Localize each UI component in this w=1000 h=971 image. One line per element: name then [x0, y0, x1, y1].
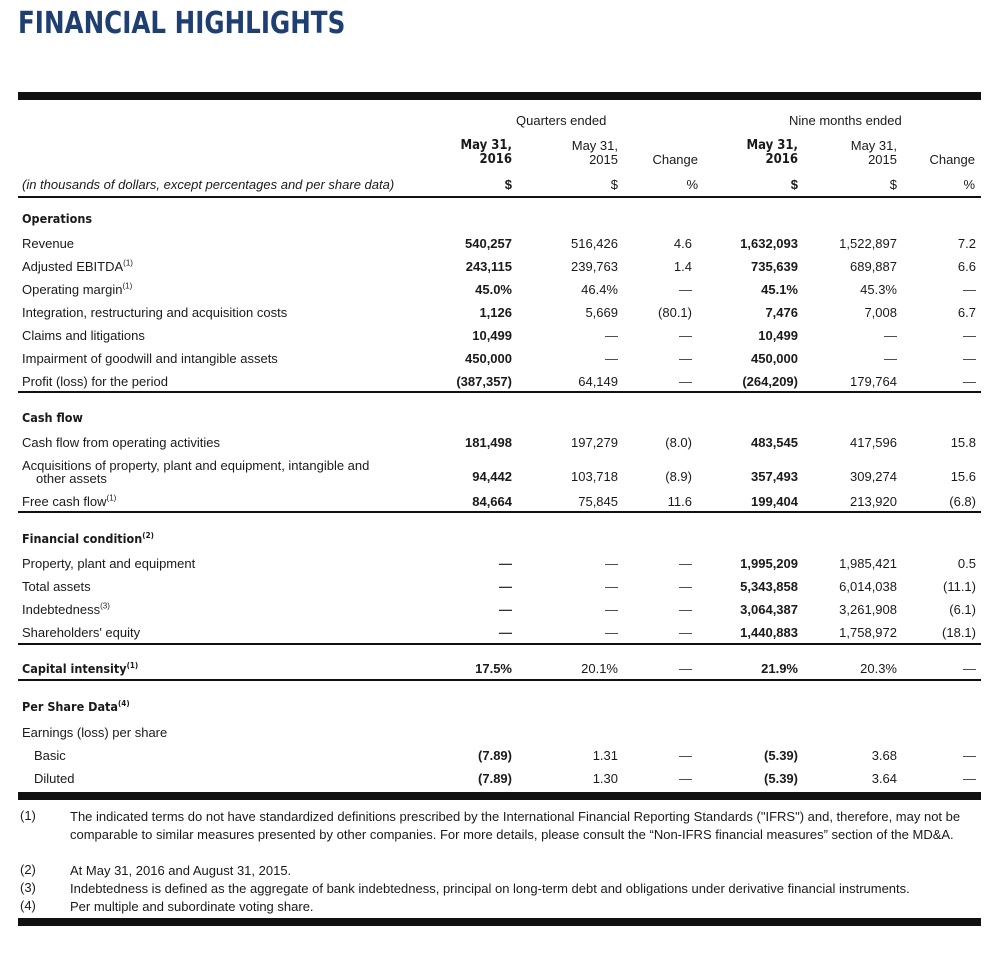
row-label [22, 374, 168, 389]
table-cell: — [679, 556, 692, 571]
row-label [34, 748, 66, 763]
table-cell: — [963, 351, 976, 366]
table-cell: (6.8) [949, 494, 976, 509]
table-cell: 1,522,897 [839, 236, 897, 251]
table-cell: (11.1) [943, 579, 976, 594]
top-rule [18, 92, 981, 100]
row-label [22, 328, 145, 343]
row-label-text: Diluted [34, 771, 75, 786]
row-label [22, 459, 369, 485]
row-label [22, 282, 132, 297]
table-cell: 1,632,093 [740, 236, 798, 251]
table-cell: (5.39) [764, 748, 798, 763]
table-cell: 10,499 [472, 328, 512, 343]
table-cell: — [679, 771, 692, 786]
row-label [22, 625, 140, 640]
row-label [22, 305, 287, 320]
footnote-ref: (1) [126, 660, 139, 670]
footnote-text: Indebtedness is defined as the aggregate of bank indebtedness, principal on long-term debt and obligations under derivative financial instruments. [70, 881, 910, 896]
row-label: Earnings (loss) per share [22, 725, 168, 740]
table-cell: — [679, 661, 692, 676]
page-title: FINANCIAL HIGHLIGHTS [18, 6, 346, 41]
row-label-text: Integration, restructuring and acquisition costs [22, 305, 288, 320]
table-cell: 417,596 [850, 435, 897, 450]
footnote-ref: (4) [118, 698, 130, 708]
table-cell: 239,763 [571, 259, 618, 274]
section-rule [18, 643, 981, 645]
table-cell: 21.9% [761, 661, 798, 676]
row-label-text: Property, plant and equipment [22, 556, 196, 571]
footnote-ref: (1) [122, 281, 133, 291]
table-cell: 15.8 [950, 435, 976, 450]
table-cell: (6.1) [949, 602, 976, 617]
table-cell: — [605, 602, 618, 617]
section-rule [18, 511, 981, 513]
footnote-ref: (3) [100, 601, 110, 611]
table-cell: (7.89) [478, 748, 512, 763]
table-cell: 1,758,972 [839, 625, 897, 640]
table-cell: 75,845 [578, 494, 618, 509]
col-q-2016: May 31, 2016 [460, 138, 512, 167]
row-label [22, 602, 110, 617]
table-cell: 6,014,038 [839, 579, 897, 594]
table-cell: 7,008 [864, 305, 897, 320]
row-label-text: other assets [36, 471, 107, 486]
section-title [22, 699, 130, 714]
table-cell: — [499, 602, 512, 617]
table-cell: 197,279 [571, 435, 618, 450]
footnote-text: At May 31, 2016 and August 31, 2015. [70, 863, 292, 878]
table-cell: 84,664 [472, 494, 512, 509]
table-cell: 20.1% [581, 661, 618, 676]
table-cell: 1.30 [592, 771, 618, 786]
row-label-text: Indebtedness [22, 602, 101, 617]
table-cell: — [963, 661, 976, 676]
table-cell: — [679, 328, 692, 343]
table-cell: 483,545 [751, 435, 798, 450]
table-cell: 1.4 [673, 259, 692, 274]
table-cell: — [963, 771, 976, 786]
table-cell: — [605, 579, 618, 594]
row-label-text: Acquisitions of property, plant and equipment, intangible and [22, 458, 370, 473]
table-cell: 3,064,387 [740, 602, 798, 617]
table-cell: 45.1% [761, 282, 798, 297]
table-cell: 1,440,883 [740, 625, 798, 640]
table-cell: 5,669 [585, 305, 618, 320]
table-cell: — [679, 579, 692, 594]
table-cell: 45.0% [475, 282, 512, 297]
table-cell: — [884, 351, 897, 366]
table-cell: 4.6 [673, 236, 692, 251]
col-n-2015: May 31, 2015 [850, 138, 897, 167]
table-cell: 357,493 [751, 469, 798, 484]
table-cell: 6.6 [957, 259, 976, 274]
table-cell: 46.4% [581, 282, 618, 297]
section-title [22, 211, 92, 226]
row-label-text: Adjusted EBITDA [22, 259, 124, 274]
table-cell: 64,149 [578, 374, 618, 389]
row-label-text: Cash flow from operating activities [22, 435, 220, 450]
table-cell: (264,209) [742, 374, 798, 389]
footnote-text: The indicated terms do not have standardized definitions prescribed by the International Financial Reporting Standards ("IFRS") and, therefore, may not be comparable to similar measures presented by other companies. For more details, please consult the “Non-IFRS financial measures” section of the MD&A. [70, 809, 961, 842]
table-cell: 1,126 [479, 305, 512, 320]
table-cell: — [605, 556, 618, 571]
table-cell: 7,476 [765, 305, 798, 320]
row-label-text: Revenue [22, 236, 75, 251]
table-cell: 1.31 [592, 748, 618, 763]
table-cell: — [605, 351, 618, 366]
row-label-text: Claims and litigations [22, 328, 145, 343]
header-rule [18, 196, 981, 198]
table-cell: 450,000 [465, 351, 512, 366]
footnote-number: (4) [20, 898, 36, 913]
table-cell: 1,995,209 [740, 556, 798, 571]
footnote-ref: (1) [106, 493, 117, 503]
table-cell: 17.5% [475, 661, 512, 676]
table-cell: 11.6 [667, 494, 692, 509]
row-label [22, 494, 116, 509]
section-label: Cash flow [22, 410, 83, 425]
table-cell: 516,426 [571, 236, 618, 251]
row-label-text: Operating margin [22, 282, 123, 297]
table-cell: — [499, 579, 512, 594]
row-label [22, 351, 278, 366]
table-cell: — [605, 328, 618, 343]
table-cell: (8.9) [665, 469, 692, 484]
table-cell: — [679, 602, 692, 617]
table-cell: — [679, 625, 692, 640]
table-cell: — [679, 374, 692, 389]
section-title [22, 410, 83, 425]
table-cell: — [679, 748, 692, 763]
section-rule [18, 679, 981, 681]
row-label-text: Profit (loss) for the period [22, 374, 168, 389]
row-label-text: Basic [34, 748, 66, 763]
col-n-change: Change [929, 152, 975, 167]
row-label [22, 236, 74, 251]
units-label: (in thousands of dollars, except percentages and per share data) [22, 177, 395, 192]
table-cell: (7.89) [478, 771, 512, 786]
unit-percent: % [686, 177, 698, 192]
bottom-rule [18, 918, 981, 926]
table-cell: — [963, 748, 976, 763]
table-cell: — [963, 282, 976, 297]
table-cell: 309,274 [850, 469, 897, 484]
table-cell: (80.1) [658, 305, 692, 320]
table-cell: 3.68 [871, 748, 897, 763]
table-cell: 450,000 [751, 351, 798, 366]
group-quarters: Quarters ended [516, 113, 607, 128]
table-cell: 94,442 [472, 469, 512, 484]
col-q-2015: May 31, 2015 [571, 138, 618, 167]
row-label-text: Free cash flow [22, 494, 107, 509]
table-cell: (8.0) [665, 435, 692, 450]
footnote-ref: (2) [142, 530, 154, 540]
table-cell: 213,920 [850, 494, 897, 509]
table-cell: — [679, 282, 692, 297]
table-cell: — [884, 328, 897, 343]
unit-dollar: $ [504, 177, 512, 192]
unit-dollar: $ [610, 177, 618, 192]
table-cell: 45.3% [860, 282, 897, 297]
col-n-2016: May 31, 2016 [746, 138, 798, 167]
table-cell: 6.7 [957, 305, 976, 320]
table-cell: 15.6 [950, 469, 976, 484]
table-cell: 243,115 [465, 259, 512, 274]
table-cell: 103,718 [571, 469, 618, 484]
row-label-text: Shareholders' equity [22, 625, 141, 640]
table-cell: — [499, 556, 512, 571]
table-cell: — [499, 625, 512, 640]
unit-dollar: $ [790, 177, 798, 192]
table-cell: 735,639 [751, 259, 798, 274]
section-rule [18, 792, 981, 800]
table-cell: 5,343,858 [740, 579, 798, 594]
col-q-change: Change [652, 152, 698, 167]
table-cell: 20.3% [860, 661, 897, 676]
section-rule [18, 391, 981, 393]
row-label [22, 556, 195, 571]
table-cell: 7.2 [957, 236, 976, 251]
unit-percent: % [963, 177, 975, 192]
table-cell: — [963, 328, 976, 343]
row-label-text: Impairment of goodwill and intangible assets [22, 351, 278, 366]
table-cell: (18.1) [942, 625, 976, 640]
table-cell: 179,764 [850, 374, 897, 389]
table-cell: 199,404 [751, 494, 798, 509]
section-title [22, 661, 138, 676]
row-label [34, 771, 74, 786]
section-label: Operations [22, 211, 93, 226]
row-label [22, 259, 133, 274]
table-cell: — [605, 625, 618, 640]
table-cell: (387,357) [456, 374, 512, 389]
table-cell: (5.39) [764, 771, 798, 786]
table-cell: 3,261,908 [839, 602, 897, 617]
footnote-number: (3) [20, 880, 36, 895]
unit-dollar: $ [889, 177, 897, 192]
section-label: Capital intensity [22, 661, 127, 676]
table-cell: — [963, 374, 976, 389]
table-cell: 689,887 [850, 259, 897, 274]
section-label: Financial condition [22, 531, 143, 546]
section-title [22, 531, 154, 546]
table-cell: — [679, 351, 692, 366]
group-nine-months: Nine months ended [789, 113, 902, 128]
table-cell: 181,498 [465, 435, 512, 450]
table-cell: 1,985,421 [839, 556, 897, 571]
table-cell: 10,499 [758, 328, 798, 343]
table-cell: 3.64 [871, 771, 897, 786]
footnote-number: (2) [20, 862, 36, 877]
table-cell: 0.5 [957, 556, 976, 571]
footnote-text: Per multiple and subordinate voting share. [70, 899, 314, 914]
row-label-text: Total assets [22, 579, 91, 594]
row-label [22, 435, 220, 450]
row-label [22, 579, 91, 594]
table-cell: 540,257 [465, 236, 512, 251]
footnote-ref: (1) [123, 258, 133, 268]
section-label: Per Share Data [22, 699, 119, 714]
footnote-number: (1) [20, 808, 36, 823]
